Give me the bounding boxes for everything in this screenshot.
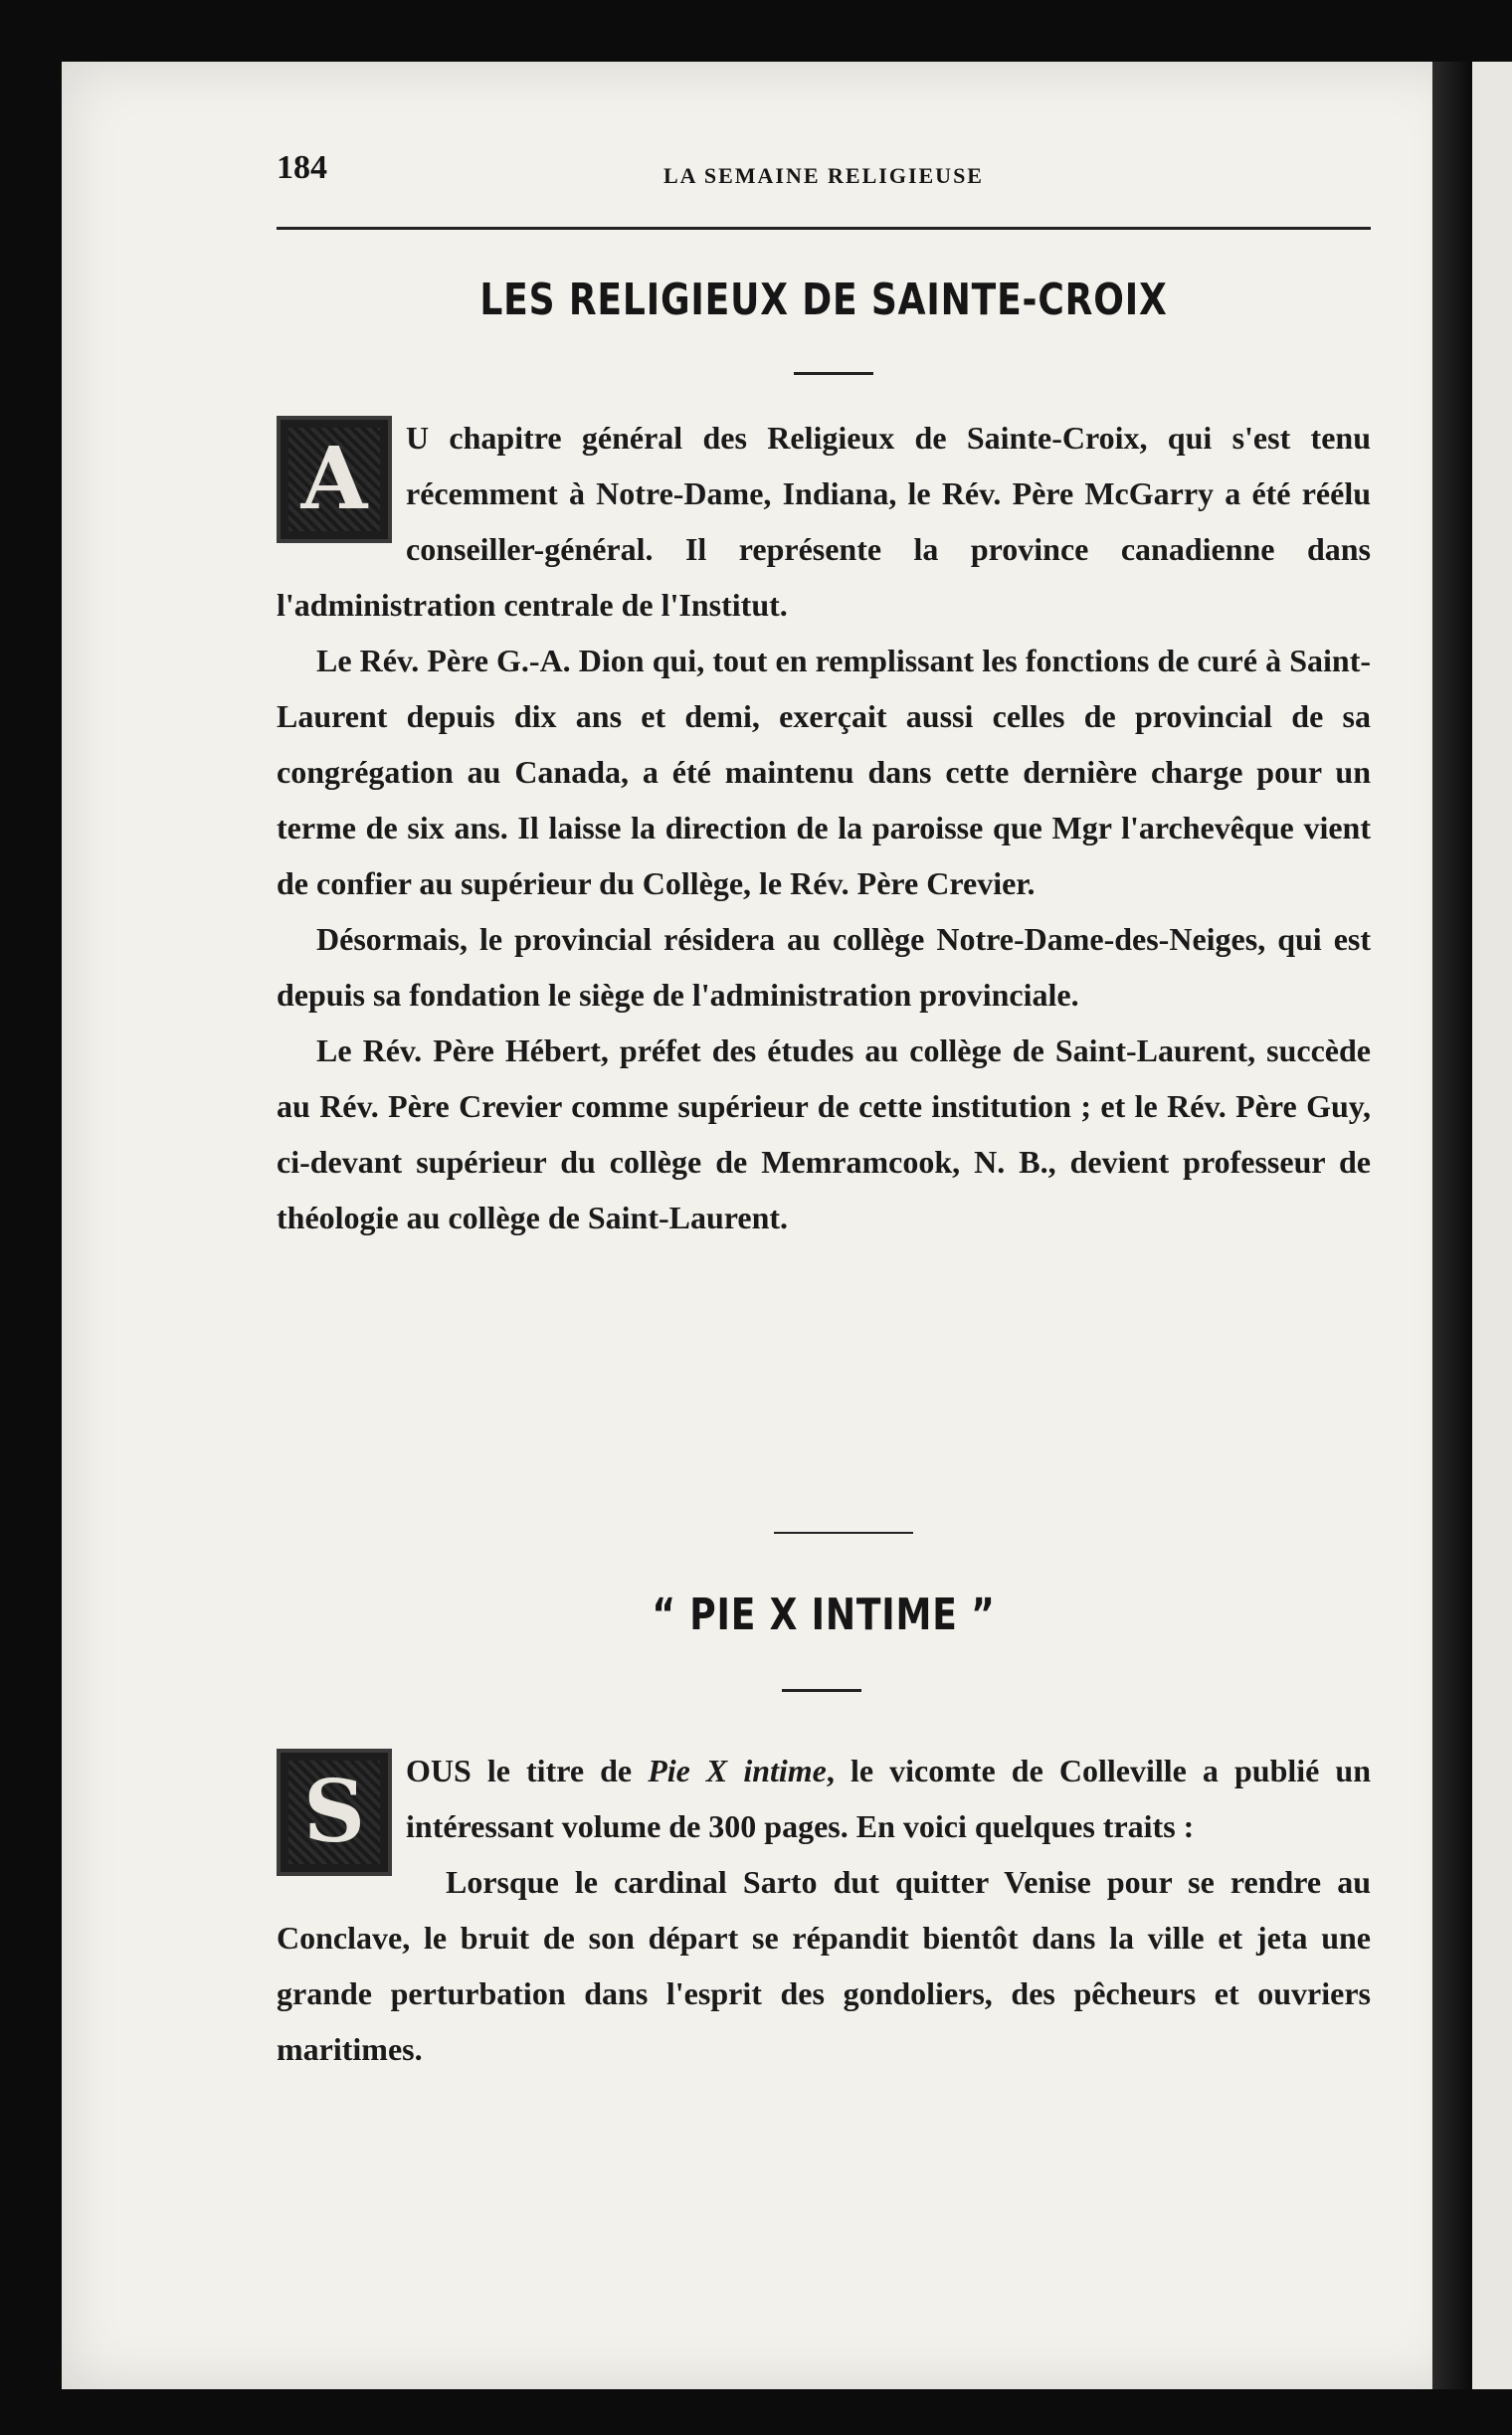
paragraph-1: A U chapitre général des Religieux de Sainte-Croix, qui s'est tenu récemment à Notre-Dame, Indiana, le Rév. Père McGarry a été réélu conseiller-général. Il représente la province canadienne dans l'administration centrale de l'Institut. xyxy=(277,410,1371,633)
page-number: 184 xyxy=(277,149,327,186)
paragraph-intro: S OUS le titre de Pie X intime, le vicomte de Colleville a publié un intéressant volume de 300 pages. En voici quelques traits : xyxy=(277,1743,1371,1854)
dropcap-letter: S xyxy=(302,1762,366,1862)
title-underline xyxy=(782,1689,861,1692)
paragraph-3: Désormais, le provincial résidera au collège Notre-Dame-des-Neiges, qui est depuis sa fondation le siège de l'administration provinciale. xyxy=(277,921,1371,1013)
title-underline xyxy=(794,372,873,375)
book-title: Pie X intime xyxy=(648,1753,827,1788)
section-separator xyxy=(774,1532,913,1534)
paragraph-2: Le Rév. Père G.-A. Dion qui, tout en remplissant les fonctions de curé à Saint-Laurent depuis dix ans et demi, exerçait aussi celles de provincial de sa congrégation au Canada, a été maintenu dans cette dernière charge pour un terme de six ans. Il laisse la direction de la paroisse que Mgr l'archevêque vient de confier au supérieur du Collège, le Rév. Père Crevier. xyxy=(277,643,1371,901)
dropcap-letter: A xyxy=(300,429,368,529)
article-title-pie-x-intime: “ PIE X INTIME ” xyxy=(652,1590,996,1640)
header-rule xyxy=(277,227,1371,230)
article-body-sainte-croix xyxy=(277,410,1371,1245)
running-title: LA SEMAINE RELIGIEUSE xyxy=(663,163,984,188)
page-header xyxy=(277,149,1371,229)
page-gutter-shadow xyxy=(1432,62,1472,2389)
paragraph-conclave: Lorsque le cardinal Sarto dut quitter Venise pour se rendre au Conclave, le bruit de son départ se répandit bientôt dans la ville et jeta une grande perturbation dans l'esprit des gondoliers, des pêcheurs et ouvriers maritimes. xyxy=(277,1864,1371,2067)
facing-page-edge xyxy=(1472,62,1512,2389)
dropcap-s-ornament xyxy=(277,1749,392,1876)
dropcap-a-ornament xyxy=(277,416,392,543)
article-title-sainte-croix: LES RELIGIEUX DE SAINTE-CROIX xyxy=(479,275,1168,325)
article-body-pie-x xyxy=(277,1743,1371,2077)
paragraph-4: Le Rév. Père Hébert, préfet des études au collège de Saint-Laurent, succède au Rév. Père Crevier comme supérieur de cette institution ; et le Rév. Père Guy, ci-devant supérieur du collège de Memramcook, N. B., devient professeur de théologie au collège de Saint-Laurent. xyxy=(277,1032,1371,1235)
